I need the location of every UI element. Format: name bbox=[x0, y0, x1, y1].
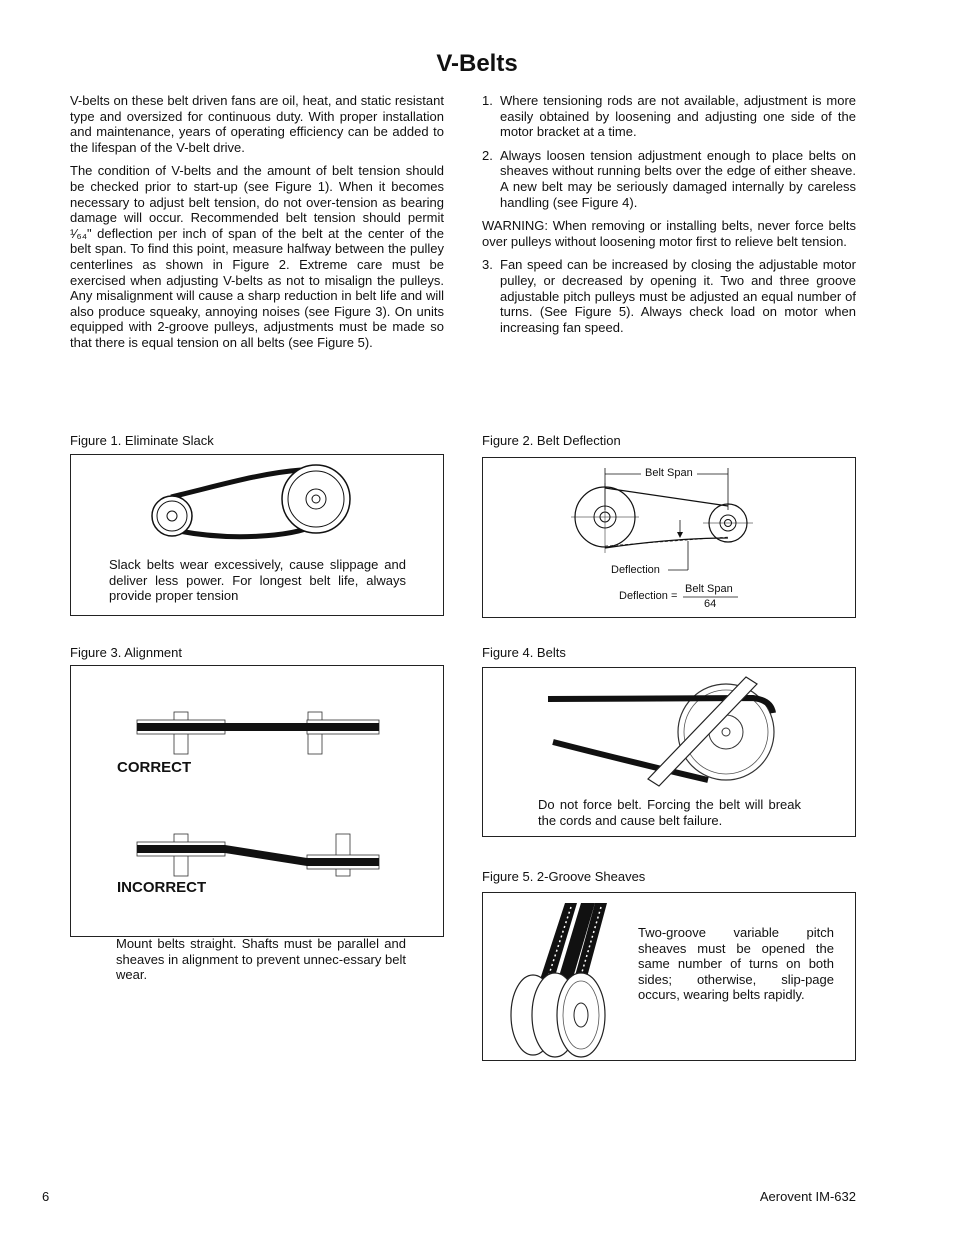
figure-2-box bbox=[482, 457, 856, 618]
belt-span-label: Belt Span bbox=[645, 467, 693, 479]
page-title: V-Belts bbox=[436, 50, 518, 77]
warning-paragraph: WARNING: When removing or installing belts, never force belts over pulleys without loosening motor first to relieve belt tension. bbox=[482, 218, 856, 249]
figure-4-text: Do not force belt. Forcing the belt will break the cords and cause belt failure. bbox=[538, 797, 801, 828]
intro-paragraph: V-belts on these belt driven fans are oil, heat, and static resistant type and oversized for continuous duty. With proper installation and maintenance, years of operating efficiency can be added to the lifespan of the V-belt drive. bbox=[70, 93, 444, 155]
figure-2-caption: Figure 2. Belt Deflection bbox=[482, 433, 621, 448]
formula-numerator: Belt Span bbox=[685, 583, 733, 595]
figure-3-caption: Figure 3. Alignment bbox=[70, 645, 183, 660]
deflection-label: Deflection bbox=[611, 564, 660, 576]
figure-4-caption: Figure 4. Belts bbox=[482, 645, 566, 660]
figure-3-text: Mount belts straight. Shafts must be parallel and sheaves in alignment to prevent unnec-essary belt wear. bbox=[116, 936, 406, 983]
correct-label: CORRECT bbox=[117, 759, 192, 776]
list-item-2: 2. Always loosen tension adjustment enough to place belts on sheaves without running belts over the edge of either sheave. A new belt may be seriously damaged internally by careless handling (see Figure 4). bbox=[482, 147, 856, 210]
page-number: 6 bbox=[42, 1189, 50, 1204]
slack-belt-illustration bbox=[71, 455, 443, 555]
figure-1-caption: Figure 1. Eliminate Slack bbox=[70, 433, 214, 448]
forcing-belt-illustration bbox=[483, 668, 855, 798]
figure-3-box bbox=[70, 665, 444, 937]
formula-left: Deflection = bbox=[619, 590, 678, 602]
list-item-1: 1. Where tensioning rods are not available, adjustment is more easily obtained by loosening and adjusting one side of the motor bracket at a time. bbox=[482, 93, 856, 140]
figure-5-box bbox=[482, 892, 856, 1061]
list-item-3: 3. Fan speed can be increased by closing the adjustable motor pulley, or decreased by opening it. Two and three groove adjustable pitch pulleys must be adjusted an equal number of turns. (See Figure 5). Always check load on motor when increasing fan speed. bbox=[482, 257, 856, 335]
figure-5-text: Two-groove variable pitch sheaves must be opened the same number of turns on both sides; otherwise, slip-page occurs, wearing belts rapidly. bbox=[638, 925, 834, 1003]
left-column bbox=[70, 93, 444, 359]
figure-1-text: Slack belts wear excessively, cause slippage and deliver less power. For longest belt life, always provide proper tension bbox=[109, 557, 406, 604]
formula-denominator: 64 bbox=[704, 598, 717, 610]
right-column bbox=[482, 93, 856, 343]
figure-5-caption: Figure 5. 2-Groove Sheaves bbox=[482, 869, 646, 884]
figure-1-box bbox=[70, 454, 444, 616]
document-id: Aerovent IM-632 bbox=[759, 1189, 856, 1204]
tension-paragraph: The condition of V-belts and the amount of belt tension should be checked prior to start-up (see Figure 1). When it becomes necessary to adjust belt tension, do not over-tension as bearing damage will occur. Recommended belt tension should permit ¹⁄₆₄" deflection per inch of span of the belt at the center of the belt span. To find this point, measure halfway between the pulley centerlines as shown in Figure 2. Extreme care must be exercised when adjusting V-belts as not to misalign the pulleys. Any misalignment will cause a sharp reduction in belt life and will also produce squeaky, annoying noises (see Figure 3). On units equipped with 2-groove pulleys, adjustments must be made so that there is equal tension on all belts (see Figure 5). bbox=[70, 163, 444, 350]
incorrect-label: INCORRECT bbox=[117, 879, 207, 896]
figure-4-box bbox=[482, 667, 856, 837]
two-groove-sheave-illustration bbox=[483, 893, 633, 1060]
